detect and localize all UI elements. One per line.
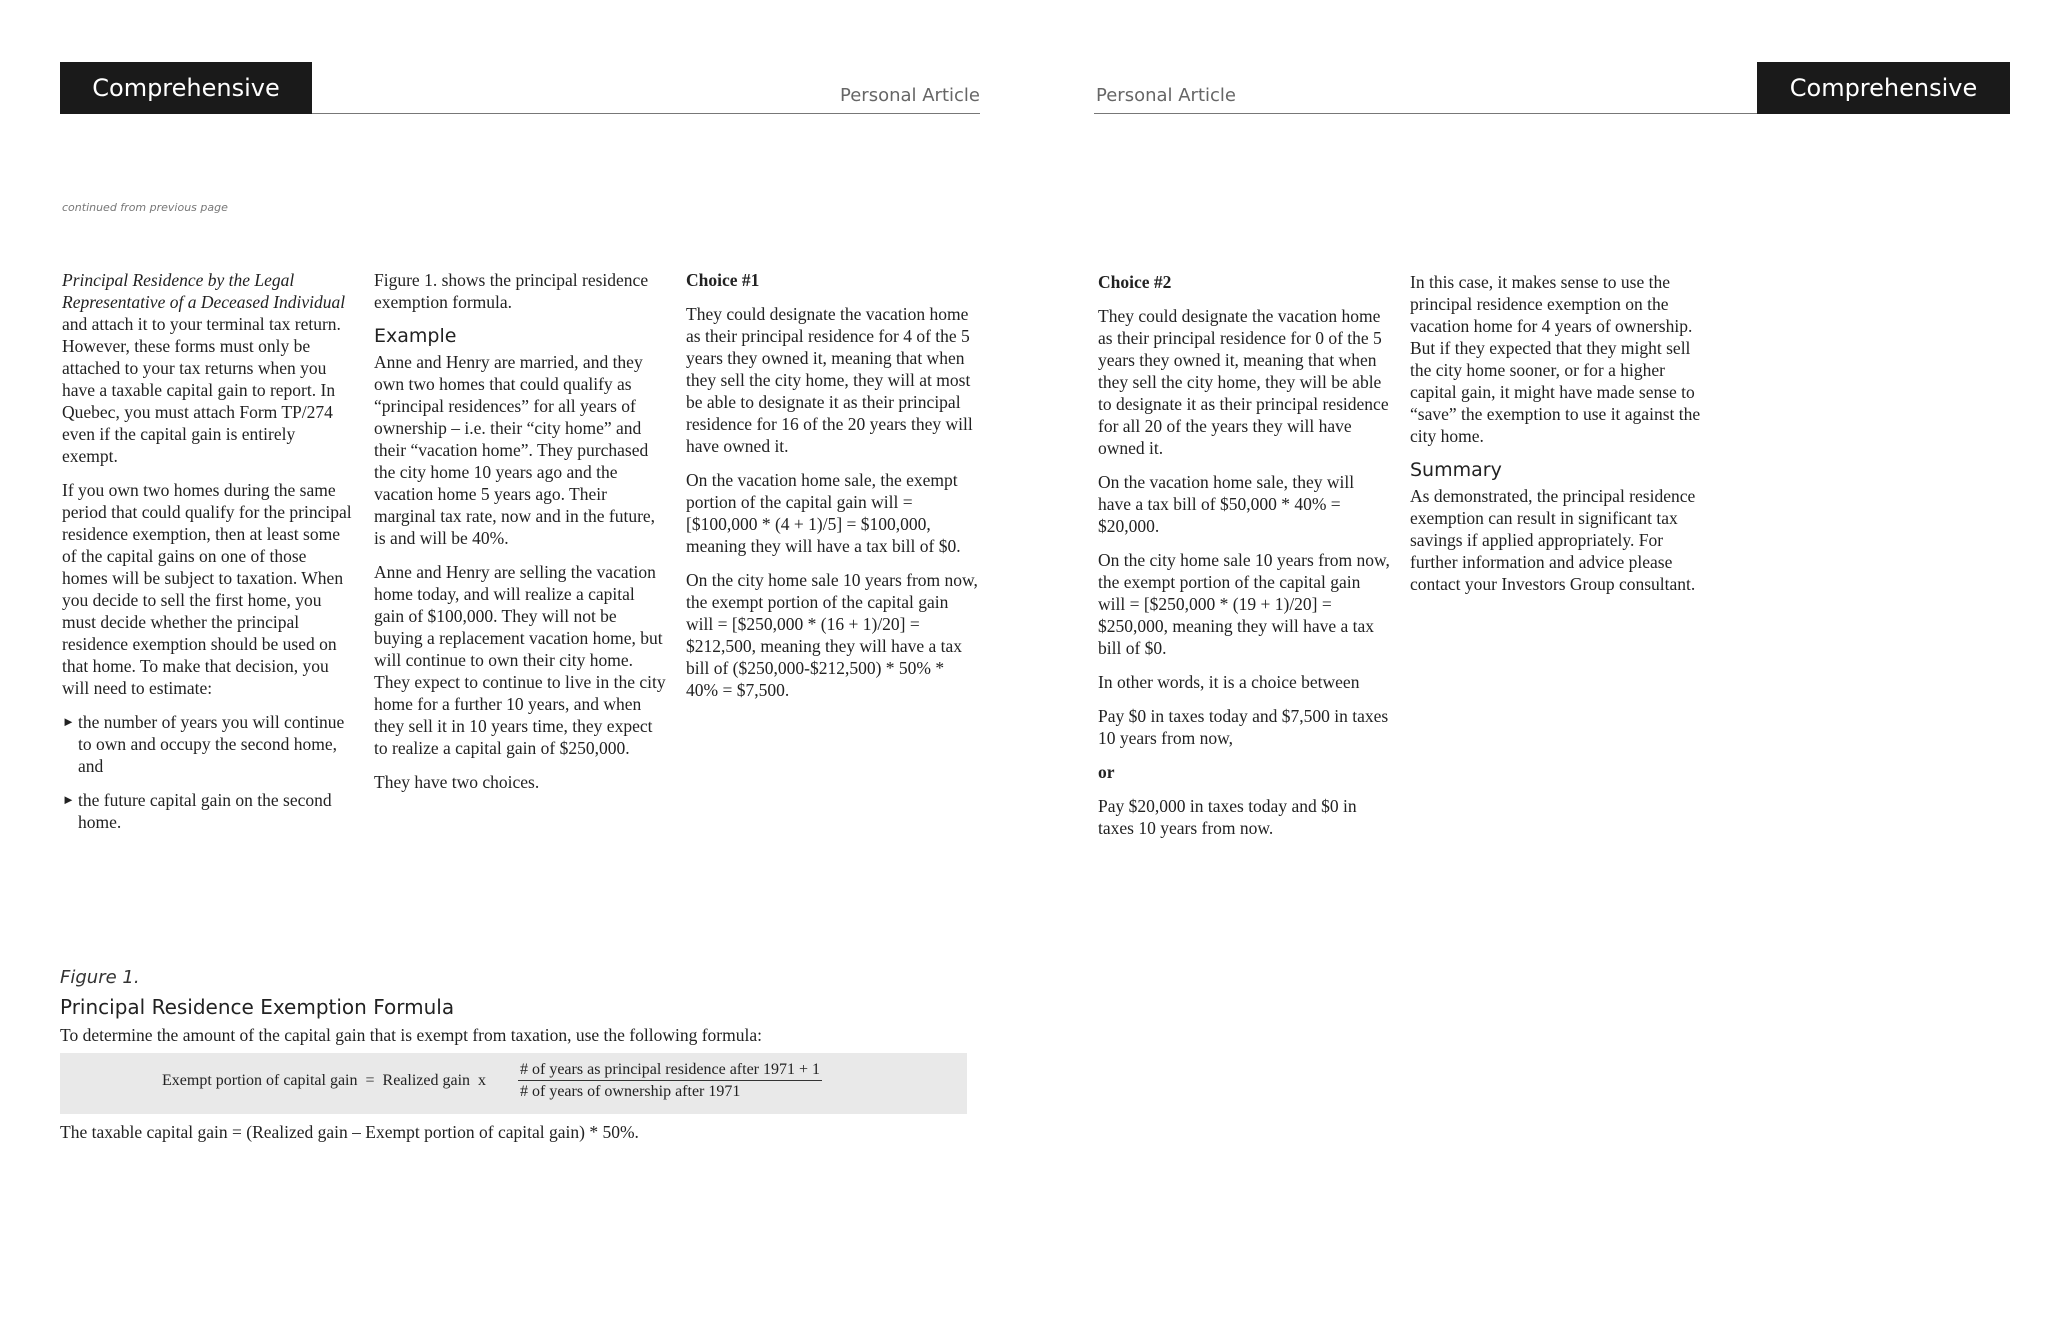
section-tab-left bbox=[60, 62, 312, 114]
triangle-bullet-icon: ► bbox=[62, 714, 75, 729]
column-1 bbox=[62, 269, 354, 845]
summary-heading: Summary bbox=[1410, 459, 1502, 481]
section-tab-right-label: Comprehensive bbox=[1789, 74, 1978, 102]
col1-paragraph-1-rest: and attach it to your terminal tax return. However, these forms must only be attached to your tax returns when you have a taxable capital gain to report. In Quebec, you must attach Form TP/274 even if the capital gain is entirely exempt. bbox=[62, 314, 341, 466]
col2-paragraph-1: Figure 1. shows the principal residence exemption formula. bbox=[374, 270, 649, 312]
header-rule-right bbox=[1094, 113, 1758, 114]
formula-numerator: # of years as principal residence after 1971 + 1 bbox=[518, 1061, 822, 1081]
col3-paragraph-1: They could designate the vacation home as their principal residence for 4 of the 5 years they owned it, meaning that when they sell the city home, they will at most be able to designate it as their principal residence for 16 of the 20 years they will have owned it. bbox=[686, 304, 973, 456]
col5-paragraph-1: In this case, it makes sense to use the principal residence exemption on the vacation home for 4 years of ownership. But if they expected that they might sell the city home sooner, or for a higher capital gain, it might have made sense to “save” the exemption to use it against the city home. bbox=[1410, 272, 1701, 446]
list-item-text: the number of years you will continue to own and occupy the second home, and bbox=[78, 712, 345, 776]
col5-paragraph-2: As demonstrated, the principal residence exemption can result in significant tax savings if applied appropriately. For further information and advice please contact your Investors Group consultant. bbox=[1410, 486, 1696, 594]
formula-box bbox=[60, 1053, 967, 1114]
col1-paragraph-2: If you own two homes during the same period that could qualify for the principal residence exemption, then at least some of the capital gains on one of those homes will be subject to taxation. When you decide to sell the first home, you must decide whether the principal residence exemption should be used on that home. To make that decision, you will need to estimate: bbox=[62, 480, 352, 698]
col2-paragraph-2: Anne and Henry are married, and they own two homes that could qualify as “principal residences” for all years of ownership – i.e. their “city home” and their “vacation home”. They purchased the city home 10 years ago and the vacation home 5 years ago. Their marginal tax rate, now and in the future, is and will be 40%. bbox=[374, 352, 656, 548]
triangle-bullet-icon: ► bbox=[62, 792, 75, 807]
column-2 bbox=[374, 269, 666, 805]
col3-paragraph-3: On the city home sale 10 years from now, the exempt portion of the capital gain will = [$250,000 * (16 + 1)/20] = $212,500, meaning they will have a tax bill of ($250,000-$212,500) * 50% * 40% = $7,500. bbox=[686, 570, 978, 700]
column-5 bbox=[1410, 271, 1710, 607]
running-head-right: Personal Article bbox=[1096, 85, 1236, 106]
col4-paragraph-4: In other words, it is a choice between bbox=[1098, 672, 1360, 692]
continued-note: continued from previous page bbox=[62, 201, 228, 214]
formula-lhs: Exempt portion of capital gain = Realized gain x bbox=[162, 1072, 487, 1089]
estimate-list bbox=[62, 711, 354, 833]
list-item bbox=[62, 789, 354, 833]
figure-intro: To determine the amount of the capital gain that is exempt from taxation, use the following formula: bbox=[60, 1025, 762, 1045]
col2-paragraph-4: They have two choices. bbox=[374, 772, 540, 792]
section-tab-right bbox=[1757, 62, 2010, 114]
example-heading: Example bbox=[374, 325, 457, 347]
col4-paragraph-2: On the vacation home sale, they will have a tax bill of $50,000 * 40% = $20,000. bbox=[1098, 472, 1355, 536]
col1-paragraph-1 bbox=[62, 269, 354, 467]
form-title-italic: Principal Residence by the Legal Representative of a Deceased Individual bbox=[62, 270, 346, 312]
col4-paragraph-1: They could designate the vacation home as their principal residence for 0 of the 5 years they owned it, meaning that when they sell the city home, they will be able to designate it as their principal residence for all 20 of the years they will have owned it. bbox=[1098, 306, 1389, 458]
section-tab-left-label: Comprehensive bbox=[92, 74, 280, 102]
col4-paragraph-6: Pay $20,000 in taxes today and $0 in taxes 10 years from now. bbox=[1098, 796, 1357, 838]
choice-2-heading: Choice #2 bbox=[1098, 272, 1172, 292]
list-item-text: the future capital gain on the second home. bbox=[78, 790, 332, 832]
col3-paragraph-2: On the vacation home sale, the exempt portion of the capital gain will = [$100,000 * (4 + 1)/5] = $100,000, meaning they will have a tax bill of $0. bbox=[686, 470, 961, 556]
col4-paragraph-5: Pay $0 in taxes today and $7,500 in taxes 10 years from now, bbox=[1098, 706, 1389, 748]
running-head-left: Personal Article bbox=[840, 85, 980, 106]
or-separator: or bbox=[1098, 762, 1115, 782]
column-4 bbox=[1098, 271, 1390, 851]
formula-denominator: # of years of ownership after 1971 bbox=[520, 1083, 741, 1100]
col4-paragraph-3: On the city home sale 10 years from now, the exempt portion of the capital gain will = [$250,000 * (19 + 1)/20] = $250,000, meaning they will have a tax bill of $0. bbox=[1098, 550, 1390, 658]
list-item bbox=[62, 711, 354, 777]
taxable-gain-formula: The taxable capital gain = (Realized gain – Exempt portion of capital gain) * 50%. bbox=[60, 1122, 639, 1142]
col2-paragraph-3: Anne and Henry are selling the vacation home today, and will realize a capital gain of $100,000. They will not be buying a replacement vacation home, but will continue to own their city home. They expect to continue to live in the city home for a further 10 years, and when they sell it in 10 years time, they expect to realize a capital gain of $250,000. bbox=[374, 562, 666, 758]
choice-1-heading: Choice #1 bbox=[686, 270, 760, 290]
figure-title: Principal Residence Exemption Formula bbox=[60, 995, 455, 1019]
column-3 bbox=[686, 269, 978, 713]
formula-fraction bbox=[518, 1061, 822, 1101]
figure-caption: Figure 1. bbox=[60, 967, 140, 988]
header-rule-left bbox=[312, 113, 980, 114]
